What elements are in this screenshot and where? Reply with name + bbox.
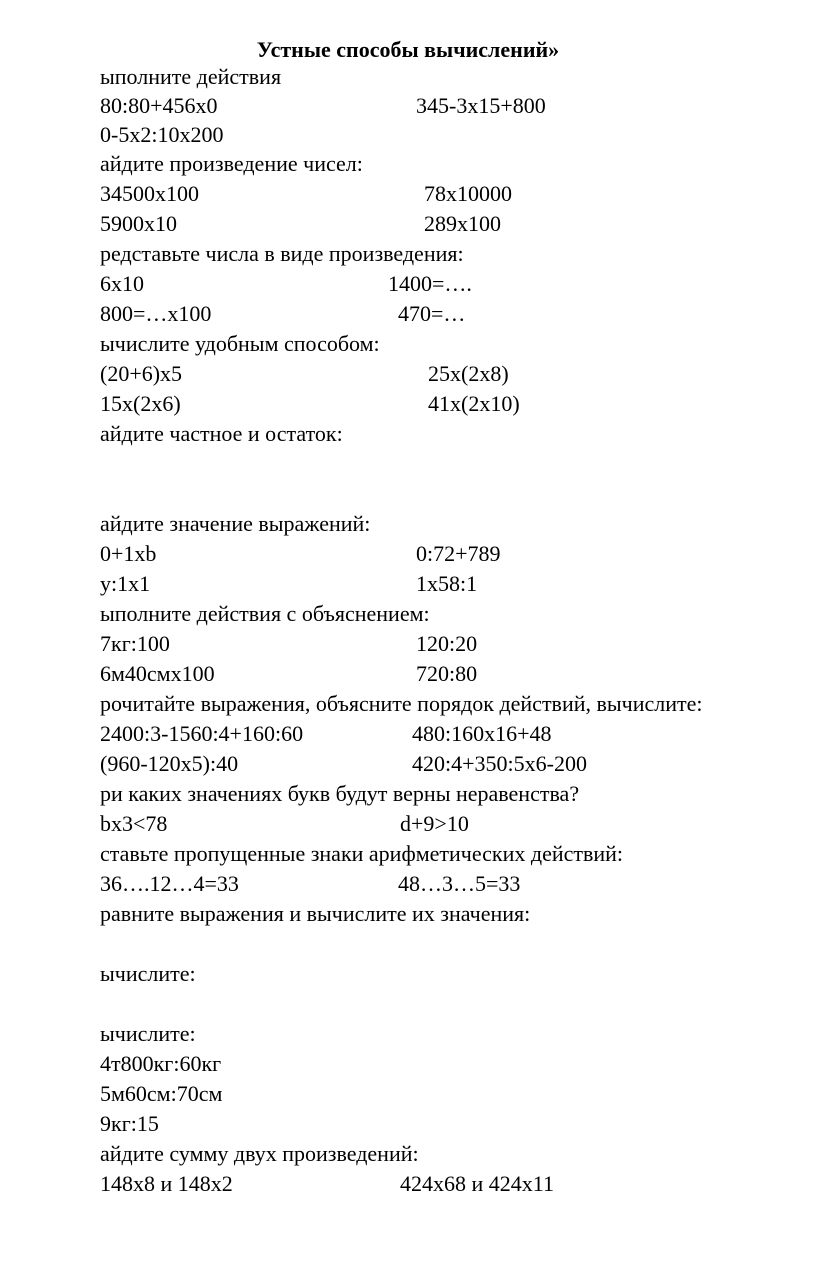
task-heading: ычислите: <box>100 961 196 986</box>
expression-left: (960-120x5):40 <box>100 751 239 776</box>
expression-right: 424x68 и 424x11 <box>400 1171 554 1196</box>
expression-right: 25x(2x8) <box>428 361 509 386</box>
expression-left: 2400:3-1560:4+160:60 <box>100 721 304 746</box>
expression-right: 480:160x16+48 <box>412 721 552 746</box>
task-heading: рочитайте выражения, объясните порядок действий, вычислите: <box>100 691 703 716</box>
expression-left: bx3<78 <box>100 811 168 836</box>
expression-right: 48…3…5=33 <box>398 871 521 896</box>
expression-right: 720:80 <box>416 661 478 686</box>
expression-right: 0:72+789 <box>416 541 501 566</box>
task-heading: ставьте пропущенные знаки арифметических действий: <box>100 841 624 866</box>
expression-left: 36….12…4=33 <box>100 871 239 896</box>
task-heading: айдите произведение чисел: <box>100 151 363 176</box>
task-heading: редставьте числа в виде произведения: <box>100 241 464 266</box>
expression-left: 6м40смx100 <box>100 661 215 686</box>
expression-left: 148x8 и 148x2 <box>100 1171 233 1196</box>
expression-left: (20+6)x5 <box>100 361 183 386</box>
task-heading: айдите значение выражений: <box>100 511 371 536</box>
expression-right: 78x10000 <box>424 181 512 206</box>
task-heading: ыполните действия с объяснением: <box>100 601 430 626</box>
task-heading: равните выражения и вычислите их значения: <box>100 901 531 926</box>
expression-left: 5900x10 <box>100 211 177 236</box>
page-title: Устные способы вычислений» <box>256 37 560 62</box>
task-heading: ри каких значениях букв будут верны неравенства? <box>100 781 580 806</box>
expression-right: 120:20 <box>416 631 478 656</box>
expression-left: 800=…x100 <box>100 301 212 326</box>
expression-right: 345-3x15+800 <box>416 93 546 118</box>
task-heading: ычислите удобным способом: <box>100 331 380 356</box>
expression-left: 7кг:100 <box>100 631 170 656</box>
expression-right: 289x100 <box>424 211 501 236</box>
expression-left: 0+1xb <box>100 541 157 566</box>
line-text: ыполните действия <box>100 64 282 89</box>
task-heading: айдите частное и остаток: <box>100 421 343 446</box>
expression-left: 15x(2x6) <box>100 391 181 416</box>
expression-left: 34500x100 <box>100 181 199 206</box>
expression-left: y:1x1 <box>100 571 151 596</box>
expression-left: 6x10 <box>100 271 144 296</box>
expression-right: 420:4+350:5x6-200 <box>412 751 587 776</box>
expression-right: 1x58:1 <box>416 571 478 596</box>
task-heading: ычислите: <box>100 1021 196 1046</box>
expression-left: 9кг:15 <box>100 1111 159 1136</box>
expression-left: 5м60см:70см <box>100 1081 223 1106</box>
expression-right: 1400=…. <box>388 271 472 296</box>
task-heading: айдите сумму двух произведений: <box>100 1141 419 1166</box>
expression-right: d+9>10 <box>400 811 469 836</box>
expression-right: 41x(2x10) <box>428 391 520 416</box>
expression-right: 470=… <box>398 301 466 326</box>
expression-left: 4т800кг:60кг <box>100 1051 222 1076</box>
expression-left: 0-5x2:10x200 <box>100 122 224 147</box>
expression-left: 80:80+456x0 <box>100 93 218 118</box>
